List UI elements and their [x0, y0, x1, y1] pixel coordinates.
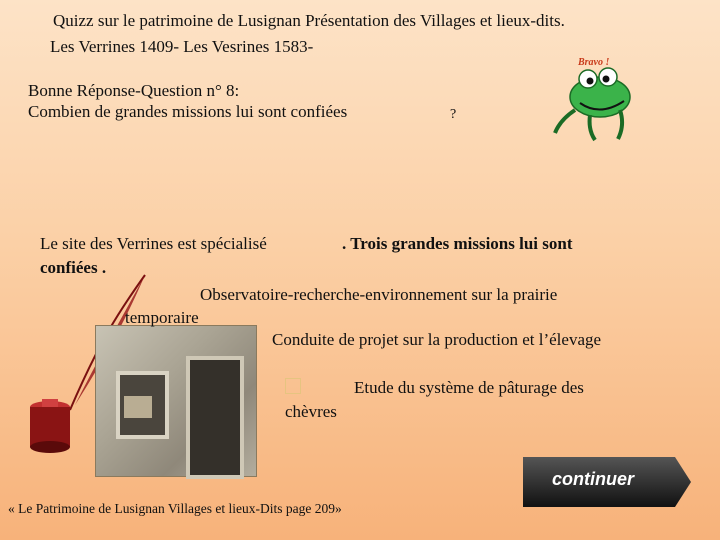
mission-3-continued: chèvres — [285, 402, 337, 421]
quiz-subtitle: Les Verrines 1409- Les Vesrines 1583- — [50, 37, 314, 56]
source-reference: « Le Patrimoine de Lusignan Villages et lieux-Dits page 209» — [8, 501, 342, 516]
mission-1: Observatoire-recherche-environnement sur la prairie — [200, 285, 558, 304]
question-mark: ? — [450, 107, 457, 122]
quiz-title: Quizz sur le patrimoine de Lusignan Présentation des Villages et lieux-dits. — [53, 11, 565, 30]
question-status: Bonne Réponse-Question n° 8: — [28, 81, 240, 100]
bravo-badge: Bravo ! — [578, 57, 610, 68]
question-text: Combien de grandes missions lui sont confiées — [28, 102, 348, 121]
mission-2: Conduite de projet sur la production et l’élevage — [272, 330, 602, 349]
mission-1-continued: temporaire — [125, 308, 199, 327]
answer-bold-2: confiées . — [40, 258, 107, 277]
answer-intro: Le site des Verrines est spécialisé — [40, 234, 267, 253]
continue-button[interactable] — [523, 457, 691, 507]
mission-3: Etude du système de pâturage des — [354, 378, 584, 397]
continue-button-label: continuer — [551, 469, 634, 489]
bullet-box-icon — [285, 378, 301, 394]
answer-bold-1: . Trois grandes missions lui sont — [342, 234, 573, 253]
inkwell-icon — [20, 395, 80, 455]
verrines-ruin-photo — [95, 325, 257, 477]
frog-mascot-icon — [550, 55, 640, 145]
